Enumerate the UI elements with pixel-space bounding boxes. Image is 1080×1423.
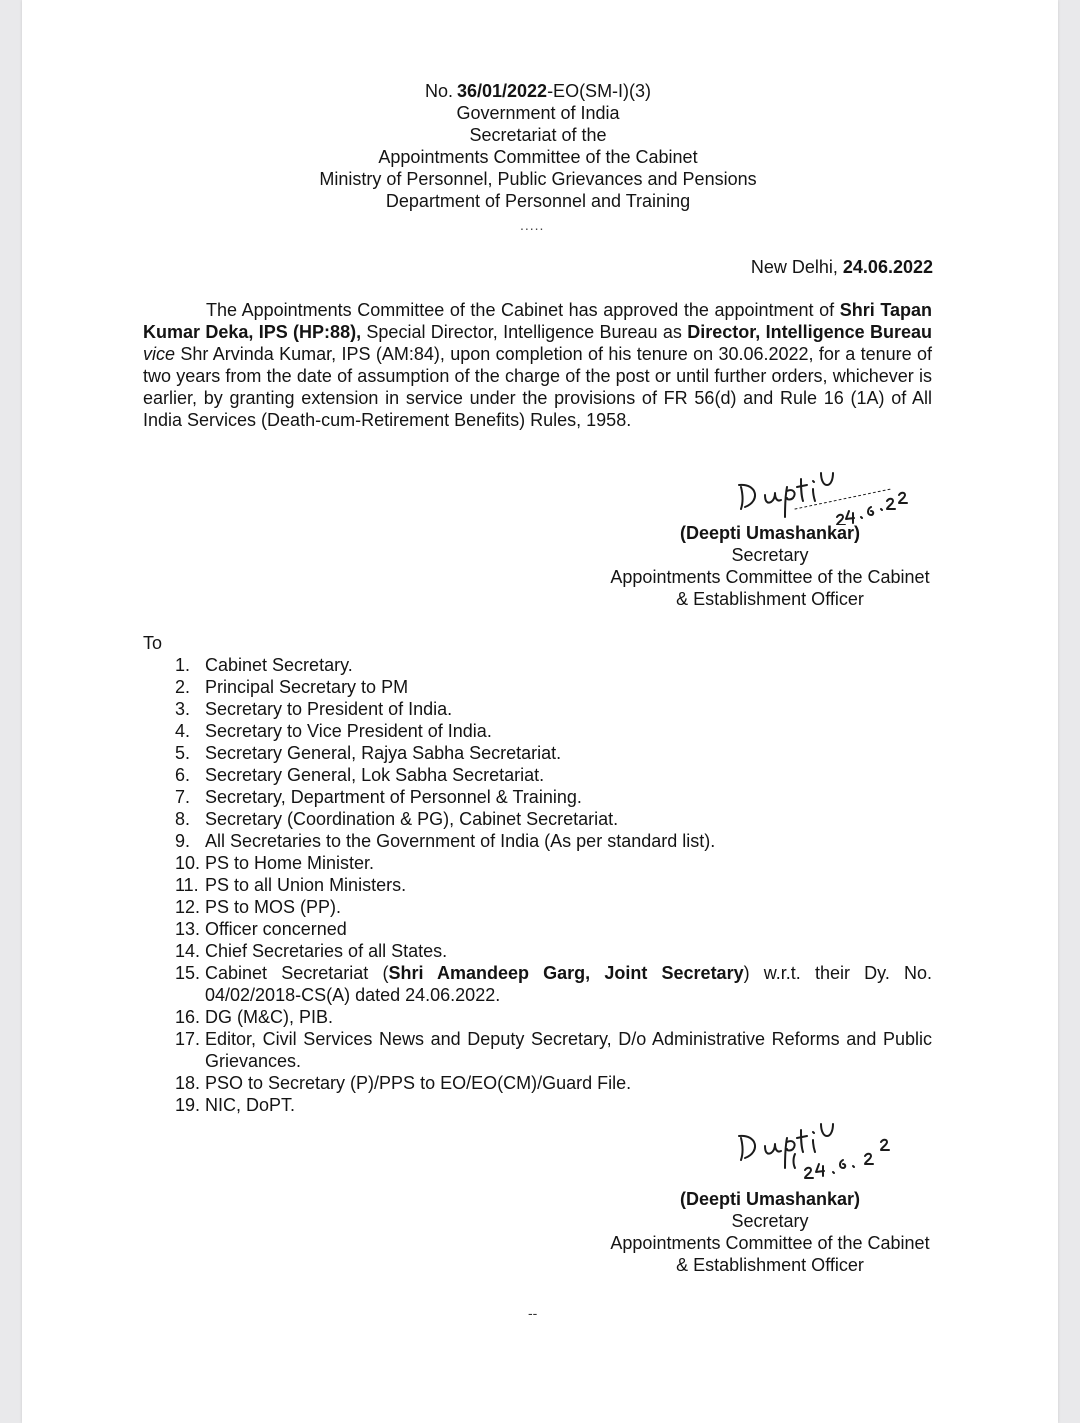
- signature-graphic: [735, 465, 910, 525]
- order-paragraph: The Appointments Committee of the Cabinet has approved the appointment of Shri Tapan Kumar Deka, IPS (HP:88), Special Director, Intelligence Bureau as Director, Intelligence Bureau vice Shr Arvinda Kumar, IPS (AM:84), upon completion of his tenure on 30.06.2022, for a tenure of two years from the date of assumption of the charge of the post or until further orders, whichever is earlier, by granting extension in service under the provisions of FR 56(d) and Rule 16 (1A) of All India Services (Death-cum-Retirement Benefits) Rules, 1958.: [143, 300, 932, 430]
- appointee-name: Shri Tapan Kumar Deka, IPS (HP:88),: [143, 300, 932, 342]
- signatory-org-2: Appointments Committee of the Cabinet: [610, 1233, 930, 1253]
- list-item-text: PSO to Secretary (P)/PPS to EO/EO(CM)/Guard File.: [205, 1073, 632, 1093]
- list-item-text: PS to MOS (PP).: [205, 897, 342, 917]
- list-item-number: 7.: [175, 787, 191, 807]
- list-item-number: 10.: [175, 853, 201, 873]
- list-item: [175, 852, 932, 874]
- list-item-number: 14.: [175, 941, 201, 961]
- list-item-text: Secretary General, Lok Sabha Secretariat.: [205, 765, 545, 785]
- list-item: [175, 896, 932, 918]
- list-item: [175, 830, 932, 852]
- department-line: Department of Personnel and Training: [385, 191, 691, 211]
- list-item: [175, 1094, 932, 1116]
- list-item-text: NIC, DoPT.: [205, 1095, 296, 1115]
- list-item: [175, 654, 932, 676]
- list-item-text: DG (M&C), PIB.: [205, 1007, 334, 1027]
- signatory-role-2: & Establishment Officer: [676, 1255, 864, 1275]
- signatory-name-2: (Deepti Umashankar): [679, 1189, 861, 1209]
- list-item: [175, 720, 932, 742]
- list-item-text-pre: Cabinet Secretariat (: [205, 963, 389, 983]
- list-item: [175, 698, 932, 720]
- list-item-number: 1.: [175, 655, 191, 675]
- signatory-org: Appointments Committee of the Cabinet: [610, 567, 930, 587]
- list-item: [175, 1072, 932, 1094]
- list-item: [175, 786, 932, 808]
- appointed-post: Director, Intelligence Bureau: [687, 322, 932, 342]
- handwritten-signature-2: [735, 1120, 910, 1180]
- signatory-title-2: Secretary: [731, 1211, 809, 1231]
- list-item-text: PS to Home Minister.: [205, 853, 375, 873]
- list-item-text-bold: Shri Amandeep Garg, Joint Secretary: [388, 963, 744, 983]
- reference-number: No. 36/01/2022-EO(SM-I)(3): [424, 81, 652, 101]
- list-item: [175, 742, 932, 764]
- list-item-text: Principal Secretary to PM: [205, 677, 409, 697]
- committee-line: Appointments Committee of the Cabinet: [378, 147, 698, 167]
- signatory-block-2: [560, 1188, 980, 1276]
- footer-mark: --: [528, 1305, 538, 1321]
- list-item-number: 2.: [175, 677, 191, 697]
- list-item-number: 6.: [175, 765, 191, 785]
- list-item-text: Secretary (Coordination & PG), Cabinet Secretariat.: [205, 809, 619, 829]
- list-item-text: PS to all Union Ministers.: [205, 875, 407, 895]
- ministry-line: Ministry of Personnel, Public Grievances and Pensions: [319, 169, 757, 189]
- list-item-number: 4.: [175, 721, 191, 741]
- list-item-text: Secretary General, Rajya Sabha Secretariat.: [205, 743, 562, 763]
- list-item: [175, 940, 932, 962]
- list-item-number: 17.: [175, 1029, 201, 1049]
- list-item-number: 9.: [175, 831, 191, 851]
- list-item-text: Officer concerned: [205, 919, 347, 939]
- distribution-list: [175, 654, 932, 1116]
- list-item-number: 13.: [175, 919, 201, 939]
- place-date: New Delhi, 24.06.2022: [750, 257, 933, 277]
- government-line: Government of India: [456, 103, 620, 123]
- to-label: To: [143, 633, 163, 653]
- list-item-text: Chief Secretaries of all States.: [205, 941, 448, 961]
- list-item: [175, 764, 932, 786]
- list-item: [175, 1028, 932, 1072]
- list-item-number: 15.: [175, 963, 201, 983]
- signatory-name: (Deepti Umashankar): [679, 523, 861, 543]
- list-item: [175, 676, 932, 698]
- list-item-text: Secretary to Vice President of India.: [205, 721, 492, 741]
- signature-graphic-2: [735, 1120, 910, 1180]
- list-item-text: Cabinet Secretary.: [205, 655, 353, 675]
- list-item-number: 12.: [175, 897, 201, 917]
- separator-dots: .....: [520, 217, 545, 233]
- list-item-text: All Secretaries to the Government of India (As per standard list).: [205, 831, 716, 851]
- list-item: [175, 962, 932, 1006]
- list-item: [175, 1006, 932, 1028]
- list-item: [175, 918, 932, 940]
- list-item-number: 5.: [175, 743, 191, 763]
- list-item-text: Editor, Civil Services News and Deputy Secretary, D/o Administrative Reforms and Public Grievances.: [205, 1029, 932, 1071]
- list-item: [175, 808, 932, 830]
- list-item-number: 3.: [175, 699, 191, 719]
- list-item-number: 18.: [175, 1073, 201, 1093]
- list-item-text: Secretary, Department of Personnel & Training.: [205, 787, 582, 807]
- list-item-number: 8.: [175, 809, 191, 829]
- list-item-number: 16.: [175, 1007, 201, 1027]
- list-item-text: Secretary to President of India.: [205, 699, 453, 719]
- list-item-text-post: ) w.r.t. their Dy. No. 04/02/2018-CS(A) dated 24.06.2022.: [205, 963, 933, 1005]
- list-item: [175, 874, 932, 896]
- signatory-block: [560, 522, 980, 610]
- signatory-title: Secretary: [731, 545, 809, 565]
- secretariat-line: Secretariat of the: [469, 125, 607, 145]
- list-item-number: 11.: [175, 875, 199, 895]
- handwritten-signature: [735, 465, 910, 525]
- letter-header: [250, 80, 826, 212]
- signatory-role: & Establishment Officer: [676, 589, 864, 609]
- list-item-number: 19.: [175, 1095, 201, 1115]
